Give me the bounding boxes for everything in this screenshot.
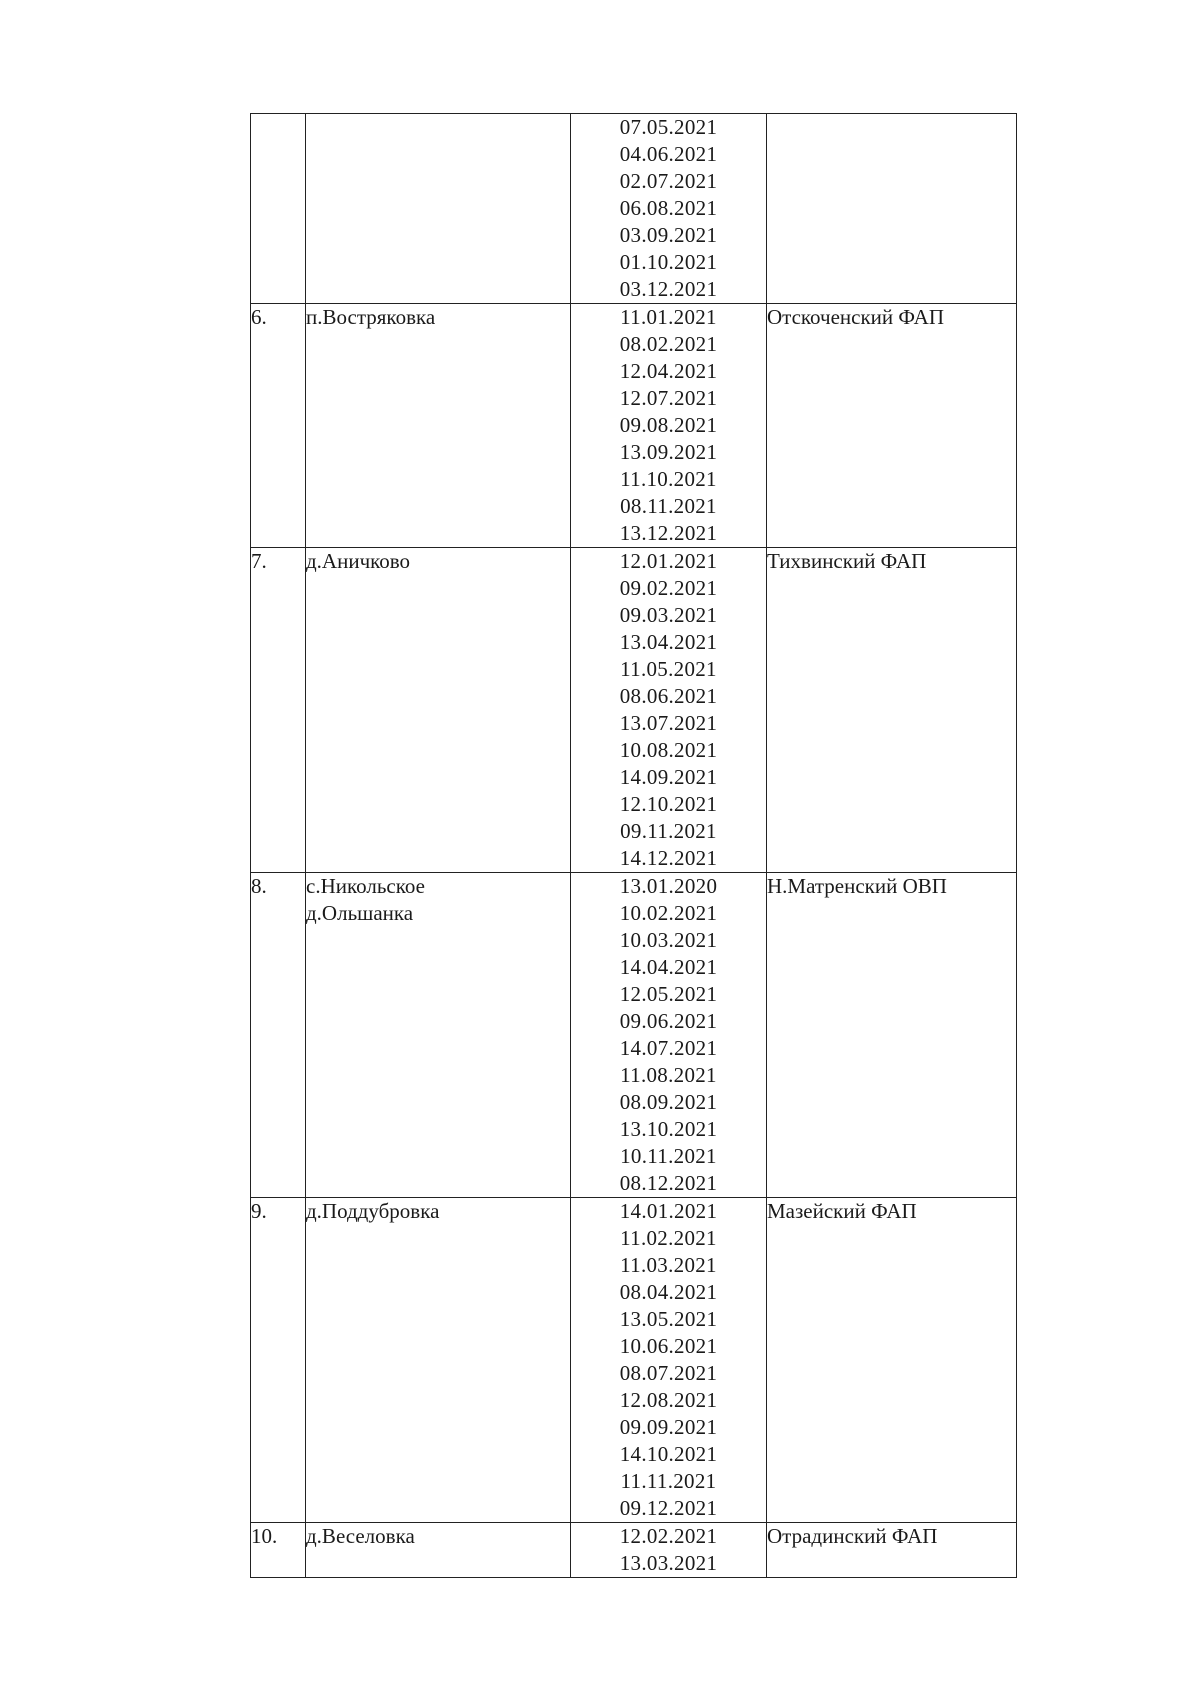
visit-date: 12.04.2021: [619, 359, 718, 383]
settlement-name: д.Поддубровка: [306, 1199, 440, 1223]
visit-date: 14.07.2021: [619, 1036, 718, 1060]
visit-date: 11.10.2021: [620, 467, 717, 491]
table-row: [251, 873, 1017, 1198]
visit-date: 08.07.2021: [619, 1361, 718, 1385]
medical-post-cell: Отрадинский ФАП: [767, 1523, 1017, 1578]
table-row: [251, 114, 1017, 304]
visit-date: 10.08.2021: [619, 738, 718, 762]
visit-date: 11.03.2021: [620, 1253, 717, 1277]
visit-date: 09.06.2021: [619, 1009, 718, 1033]
dates-cell: [571, 114, 767, 304]
medical-post-cell: Н.Матренский ОВП: [767, 873, 1017, 1198]
settlement-cell: [306, 304, 571, 548]
dates-cell: [571, 1198, 767, 1523]
dates-cell: [571, 304, 767, 548]
visit-date: 09.08.2021: [619, 413, 718, 437]
visit-date: 11.11.2021: [620, 1469, 717, 1493]
settlement-name: с.Никольское: [306, 874, 425, 898]
row-number-cell: 8.: [251, 873, 306, 1198]
visit-date: 03.09.2021: [619, 223, 718, 247]
settlement-cell: [306, 1523, 571, 1578]
visit-date: 10.11.2021: [620, 1144, 717, 1168]
medical-post-cell: [767, 114, 1017, 304]
visit-date: 13.09.2021: [619, 440, 718, 464]
row-number-cell: 10.: [251, 1523, 306, 1578]
visit-date: 13.10.2021: [619, 1117, 718, 1141]
visit-date: 09.11.2021: [620, 819, 717, 843]
visit-date: 08.04.2021: [619, 1280, 718, 1304]
visit-date: 12.08.2021: [619, 1388, 718, 1412]
visit-date: 03.12.2021: [619, 277, 718, 301]
visit-date: 14.09.2021: [619, 765, 718, 789]
row-number-cell: 6.: [251, 304, 306, 548]
visit-date: 11.01.2021: [620, 305, 717, 329]
visit-date: 13.12.2021: [619, 521, 718, 545]
visit-date: 07.05.2021: [619, 115, 718, 139]
settlement-name: д.Веселовка: [306, 1524, 415, 1548]
schedule-table-body: [251, 114, 1017, 1578]
settlement-cell: [306, 873, 571, 1198]
table-row: [251, 548, 1017, 873]
visit-date: 01.10.2021: [619, 250, 718, 274]
dates-cell: [571, 1523, 767, 1578]
visit-date: 11.08.2021: [620, 1063, 717, 1087]
visit-date: 13.07.2021: [619, 711, 718, 735]
visit-date: 09.09.2021: [619, 1415, 718, 1439]
visit-date: 09.03.2021: [619, 603, 718, 627]
visit-date: 09.12.2021: [619, 1496, 718, 1520]
table-row: [251, 1523, 1017, 1578]
dates-cell: [571, 548, 767, 873]
visit-date: 11.05.2021: [620, 657, 717, 681]
visit-date: 13.01.2020: [619, 874, 718, 898]
row-number-cell: 7.: [251, 548, 306, 873]
table-row: [251, 1198, 1017, 1523]
medical-post-cell: Мазейский ФАП: [767, 1198, 1017, 1523]
visit-date: 08.11.2021: [620, 494, 717, 518]
visit-date: 08.09.2021: [619, 1090, 718, 1114]
visit-date: 14.10.2021: [619, 1442, 718, 1466]
visit-date: 08.06.2021: [619, 684, 718, 708]
visit-date: 06.08.2021: [619, 196, 718, 220]
visit-date: 12.07.2021: [619, 386, 718, 410]
visit-date: 14.12.2021: [619, 846, 718, 870]
visit-date: 14.01.2021: [619, 1199, 718, 1223]
settlement-name: д.Ольшанка: [306, 901, 414, 925]
visit-date: 02.07.2021: [619, 169, 718, 193]
visit-date: 11.02.2021: [620, 1226, 717, 1250]
visit-date: 12.05.2021: [619, 982, 718, 1006]
visit-date: 12.10.2021: [619, 792, 718, 816]
row-number-cell: 9.: [251, 1198, 306, 1523]
visit-date: 10.06.2021: [619, 1334, 718, 1358]
settlement-cell: [306, 114, 571, 304]
visit-date: 10.03.2021: [619, 928, 718, 952]
visit-date: 14.04.2021: [619, 955, 718, 979]
visit-date: 08.12.2021: [619, 1171, 718, 1195]
table-row: [251, 304, 1017, 548]
settlement-name: д.Аничково: [306, 549, 411, 573]
visit-date: 13.05.2021: [619, 1307, 718, 1331]
medical-post-cell: Отскоченский ФАП: [767, 304, 1017, 548]
visit-date: 04.06.2021: [619, 142, 718, 166]
dates-cell: [571, 873, 767, 1198]
schedule-table: [250, 113, 1017, 1578]
settlement-cell: [306, 548, 571, 873]
visit-date: 12.01.2021: [619, 549, 718, 573]
visit-date: 13.04.2021: [619, 630, 718, 654]
visit-date: 13.03.2021: [619, 1551, 718, 1575]
medical-post-cell: Тихвинский ФАП: [767, 548, 1017, 873]
settlement-cell: [306, 1198, 571, 1523]
visit-date: 09.02.2021: [619, 576, 718, 600]
row-number-cell: [251, 114, 306, 304]
visit-date: 10.02.2021: [619, 901, 718, 925]
visit-date: 08.02.2021: [619, 332, 718, 356]
settlement-name: п.Востряковка: [306, 305, 436, 329]
visit-date: 12.02.2021: [619, 1524, 718, 1548]
